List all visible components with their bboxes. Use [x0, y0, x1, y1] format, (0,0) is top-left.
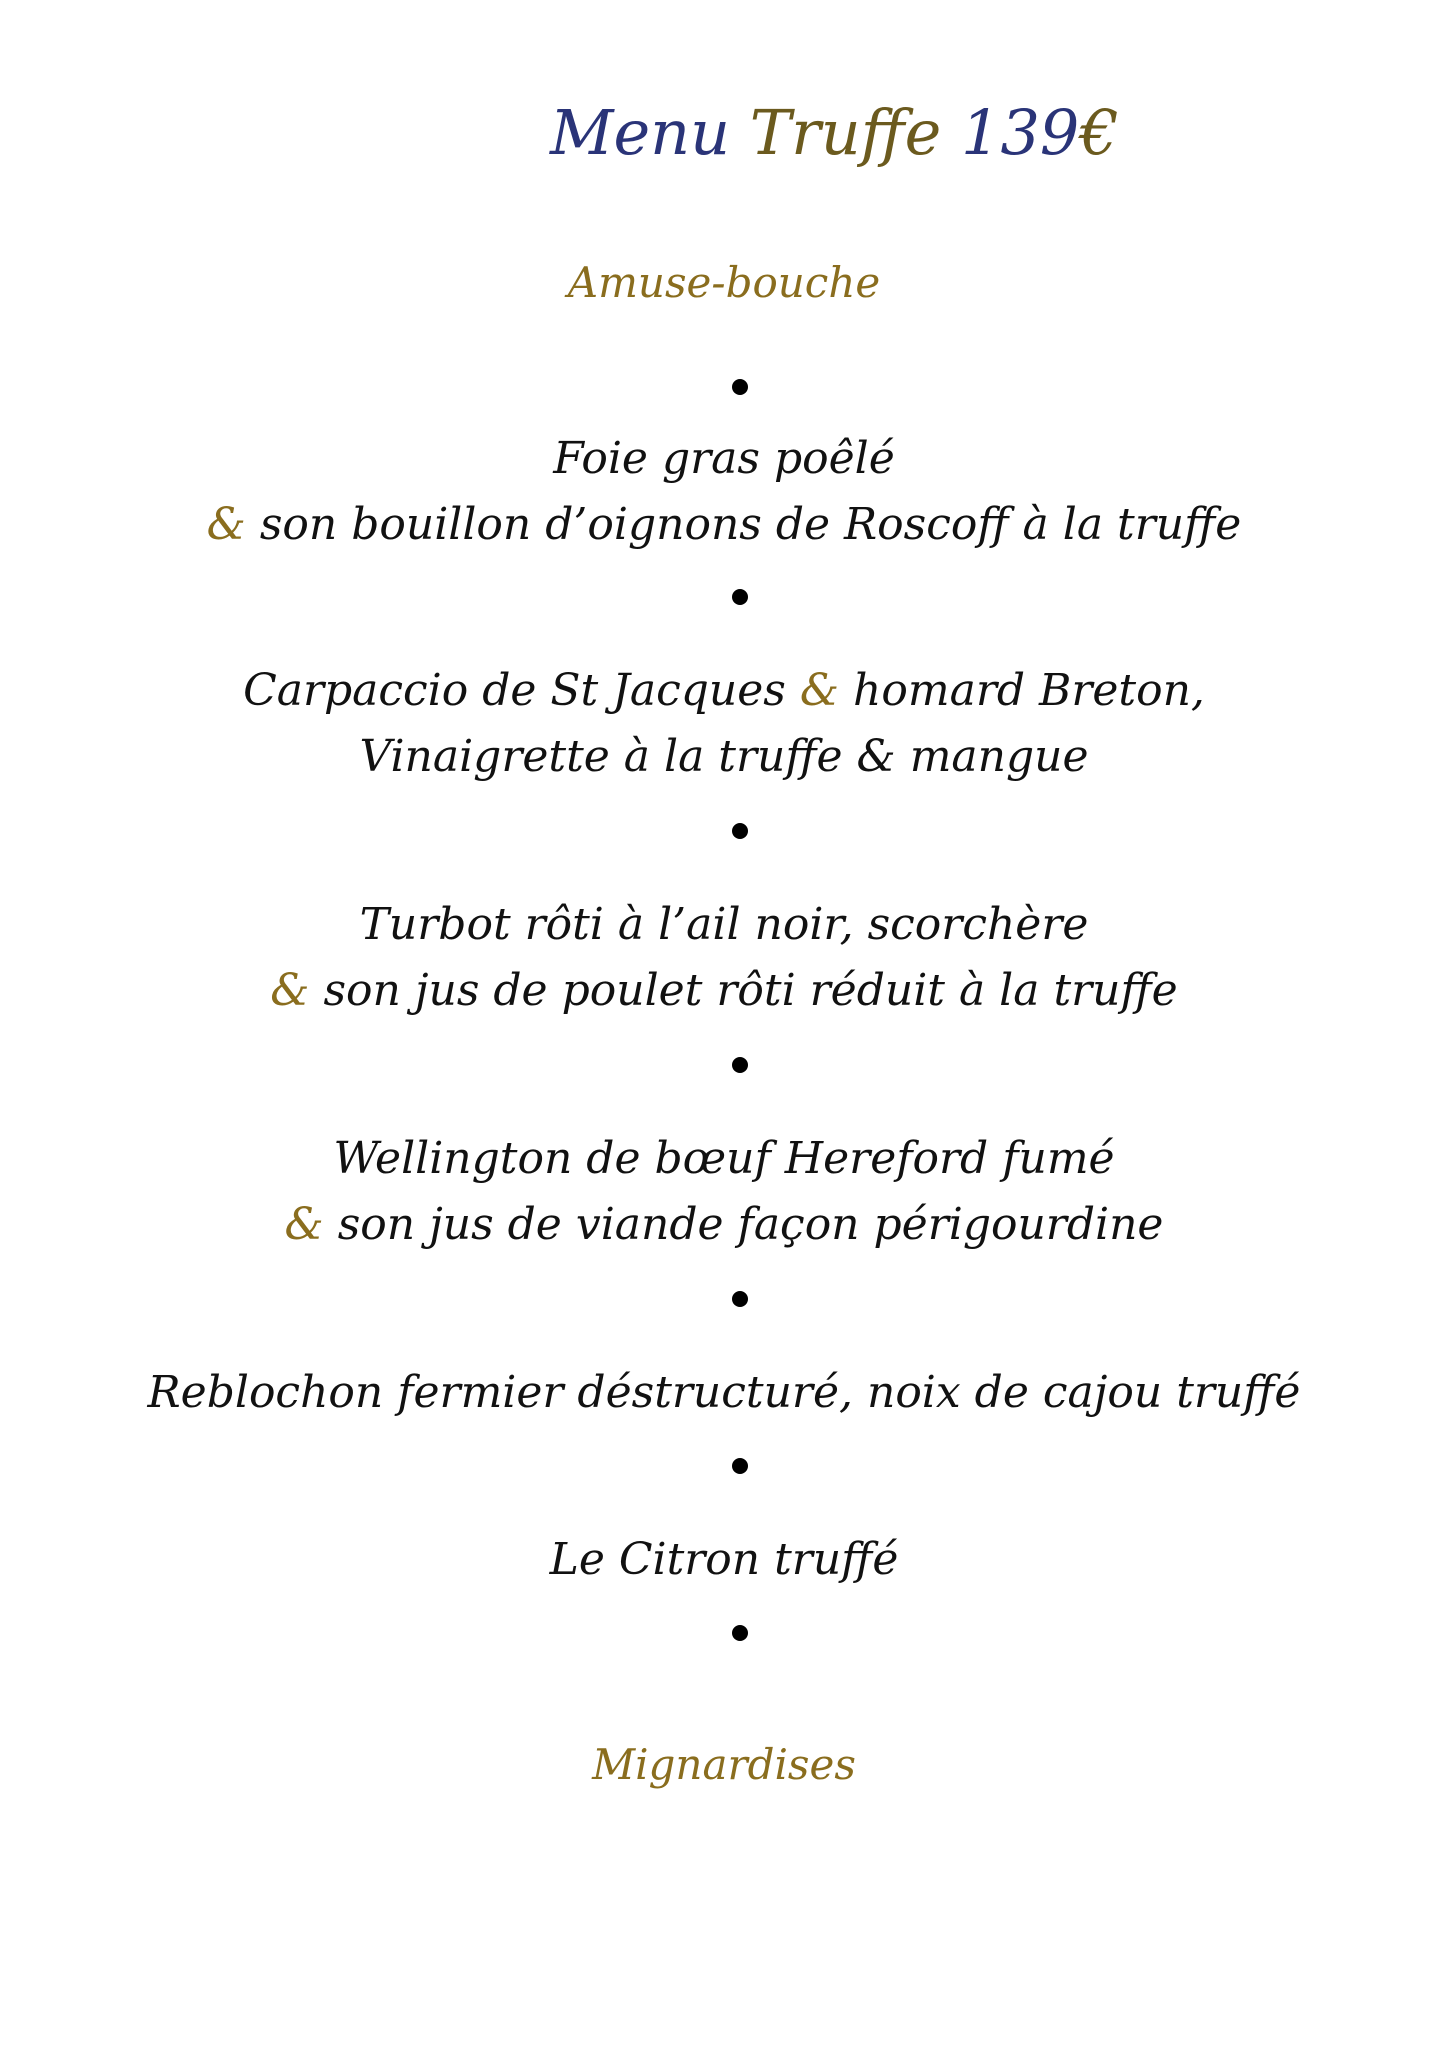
course-line-text: son jus de poulet rôti réduit à la truffe [323, 965, 1178, 1016]
separator-dot [732, 379, 748, 395]
separator-dot [732, 1625, 748, 1641]
menu-title-word1: Menu [550, 96, 731, 169]
course-line: Vinaigrette à la truffe & mangue [359, 731, 1089, 782]
course-line-text: son bouillon d’oignons de Roscoff à la truffe [259, 499, 1242, 550]
course-reblochon [0, 1360, 1448, 1426]
course-line: Turbot rôti à l’ail noir, scorchère [359, 899, 1089, 950]
ampersand: & [799, 665, 840, 716]
menu-title [550, 96, 1119, 169]
separator-dot [732, 1291, 748, 1307]
ampersand: & [206, 499, 246, 550]
course-line [0, 958, 1448, 1024]
course-foie-gras [0, 426, 1448, 558]
menu-price-number: 139 [961, 96, 1080, 169]
separator-dot [732, 1458, 748, 1474]
ampersand: & [270, 965, 310, 1016]
separator-dot [732, 589, 748, 605]
course-line-text: son jus de viande façon périgourdine [337, 1199, 1164, 1250]
section-amuse-bouche: Amuse-bouche [567, 258, 881, 307]
course-line [0, 492, 1448, 558]
course-line: Le Citron truffé [549, 1534, 899, 1585]
course-line-text: homard Breton, [853, 665, 1205, 716]
course-line: Reblochon fermier déstructuré, noix de cajou truffé [147, 1367, 1301, 1418]
separator-dot [732, 823, 748, 839]
menu-price-currency: € [1079, 96, 1119, 169]
course-carpaccio [0, 658, 1448, 790]
course-turbot [0, 892, 1448, 1024]
course-line [0, 1192, 1448, 1258]
course-line: Wellington de bœuf Hereford fumé [333, 1133, 1115, 1184]
course-wellington [0, 1126, 1448, 1258]
course-line-text: Carpaccio de St Jacques [243, 665, 786, 716]
course-line [0, 658, 1448, 724]
ampersand: & [284, 1199, 324, 1250]
course-citron [0, 1527, 1448, 1593]
separator-dot [732, 1057, 748, 1073]
course-line: Foie gras poêlé [553, 433, 895, 484]
section-mignardises: Mignardises [592, 1740, 856, 1789]
menu-title-word2: Truffe [749, 96, 942, 169]
